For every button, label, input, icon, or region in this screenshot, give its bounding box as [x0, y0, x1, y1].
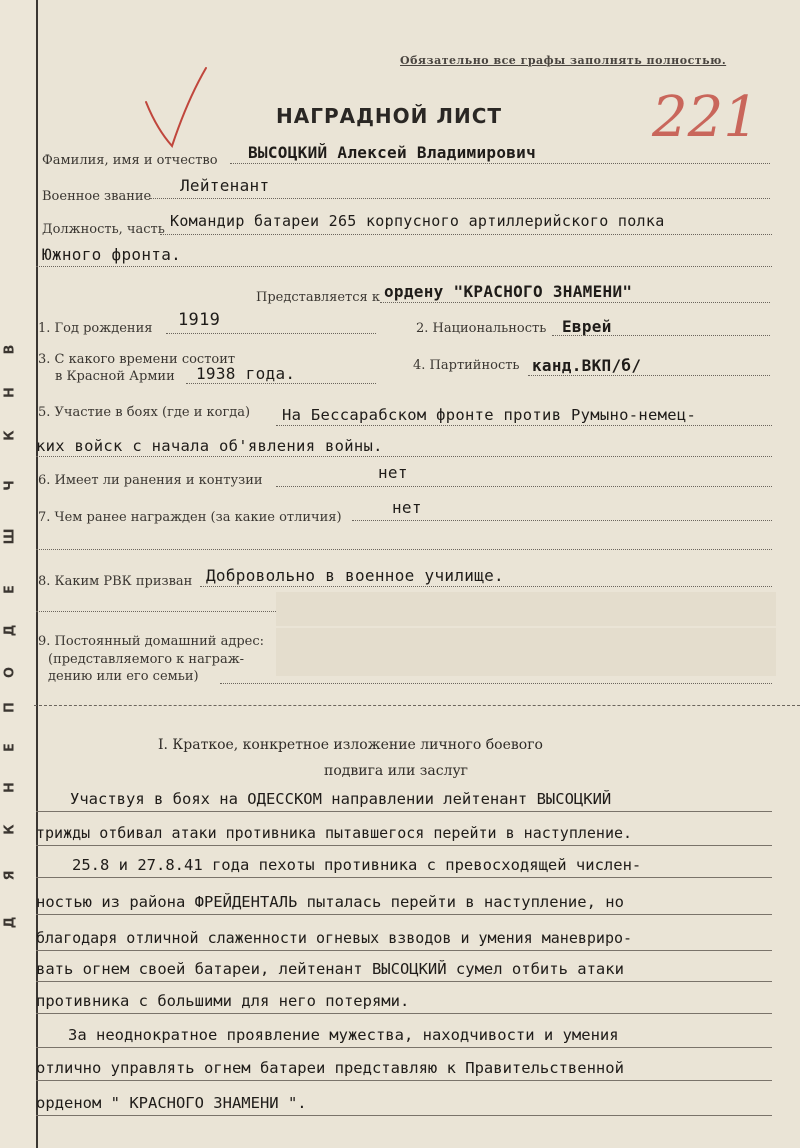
feat-rule-1	[36, 811, 772, 812]
section-divider	[34, 705, 800, 706]
name-value: ВЫСОЦКИЙ Алексей Владимирович	[248, 143, 537, 162]
combat-value-line1: На Бессарабском фронте против Румыно-немец-	[282, 406, 697, 424]
redacted-area	[276, 592, 776, 626]
wounds-label: 6. Имеет ли ранения и контузии	[38, 473, 263, 488]
name-label: Фамилия, имя и отчество	[42, 153, 218, 168]
position-value-line1: Командир батареи 265 корпусного артиллерийского полка	[170, 212, 665, 230]
name-underline	[230, 163, 770, 164]
side-letter: Д	[2, 916, 18, 929]
side-letter: П	[2, 702, 18, 713]
nationality-underline	[552, 335, 770, 336]
pencil-checkmark-icon	[140, 62, 210, 152]
feat-line-2: трижды отбивал атаки противника пытавшегося перейти в наступление.	[36, 824, 633, 842]
feat-line-10: орденом " КРАСНОГО ЗНАМЕНИ ".	[36, 1094, 307, 1112]
position-value-line2: Южного фронта.	[42, 245, 182, 264]
side-letter: Н	[2, 782, 18, 793]
rvk-label: 8. Каким РВК призван	[38, 574, 193, 589]
position-underline-1	[160, 234, 772, 235]
birth-year-underline	[166, 333, 376, 334]
redacted-address	[276, 628, 776, 676]
feat-rule-10	[36, 1115, 772, 1116]
feat-line-6: вать огнем своей батареи, лейтенант ВЫСОЦКИЙ сумел отбить атаки	[36, 960, 624, 978]
feat-line-1: Участвуя в боях на ОДЕССКОМ направлении лейтенант ВЫСОЦКИЙ	[70, 790, 612, 808]
presented-label: Представляется к	[256, 290, 380, 305]
previous-awards-underline	[352, 520, 772, 521]
party-underline	[528, 375, 770, 376]
party-value: канд.ВКП/б/	[532, 356, 642, 375]
party-label: 4. Партийность	[413, 358, 520, 373]
wounds-underline	[276, 486, 772, 487]
rank-value: Лейтенант	[180, 176, 270, 195]
side-letter: К	[2, 824, 18, 835]
side-letter: Ш	[2, 528, 18, 545]
fill-all-fields-notice: Обязательно все графы заполнять полностью.	[400, 54, 727, 67]
handwritten-number-stamp	[650, 80, 759, 150]
address-label-2: (представляемого к награж-	[48, 652, 245, 667]
feat-line-3: 25.8 и 27.8.41 года пехоты противника с превосходящей числен-	[72, 856, 642, 874]
side-letter: Е	[2, 743, 18, 752]
rank-underline	[150, 198, 770, 199]
nationality-label: 2. Национальность	[416, 321, 547, 336]
presented-value: ордену "КРАСНОГО ЗНАМЕНИ"	[384, 282, 633, 301]
rvk-underline-2	[36, 611, 276, 612]
feat-rule-6	[36, 981, 772, 982]
combat-underline-2	[36, 456, 772, 457]
side-letter: Ч	[2, 480, 18, 491]
side-letter: Е	[2, 585, 18, 594]
birth-year-value: 1919	[178, 310, 221, 330]
feat-section-heading-1: I. Краткое, конкретное изложение личного боевого	[158, 737, 543, 753]
feat-section-heading-2: подвига или заслуг	[324, 763, 469, 779]
document-title: НАГРАДНОЙ ЛИСТ	[276, 104, 503, 128]
stamp-number: 221	[652, 85, 759, 150]
side-letter: К	[2, 430, 18, 441]
service-since-label-1: 3. С какого времени состоит	[38, 352, 236, 367]
service-since-label-2: в Красной Армии	[55, 369, 175, 384]
previous-awards-underline-2	[36, 549, 772, 550]
feat-rule-5	[36, 950, 772, 951]
feat-line-5: благодаря отличной слаженности огневых взводов и умения маневриро-	[36, 929, 633, 947]
presented-underline	[380, 302, 770, 303]
feat-rule-4	[36, 914, 772, 915]
rank-label: Военное звание	[42, 189, 152, 204]
wounds-value: нет	[378, 463, 408, 482]
position-underline-2	[36, 266, 772, 267]
side-letter: Н	[2, 387, 18, 398]
combat-label: 5. Участие в боях (где и когда)	[38, 405, 251, 420]
side-letter: Д	[2, 624, 18, 637]
previous-awards-label: 7. Чем ранее награжден (за какие отличия)	[38, 510, 342, 525]
rvk-value: Добровольно в военное училище.	[206, 566, 504, 585]
feat-line-4: ностью из района ФРЕЙДЕНТАЛЬ пыталась перейти в наступление, но	[36, 893, 624, 911]
address-underline	[220, 683, 772, 684]
birth-year-label: 1. Год рождения	[38, 321, 153, 336]
feat-line-8: За неоднократное проявление мужества, находчивости и умения	[68, 1026, 619, 1044]
binding-strip	[0, 0, 38, 1148]
feat-rule-7	[36, 1013, 772, 1014]
feat-rule-3	[36, 877, 772, 878]
service-since-underline	[186, 383, 376, 384]
previous-awards-value: нет	[392, 498, 422, 517]
nationality-value: Еврей	[562, 317, 612, 336]
side-letter: О	[2, 666, 18, 679]
side-letter: Я	[2, 870, 18, 881]
feat-rule-9	[36, 1080, 772, 1081]
rvk-underline	[200, 586, 772, 587]
combat-underline-1	[276, 425, 772, 426]
address-label-3: дению или его семьи)	[48, 669, 199, 684]
feat-rule-2	[36, 845, 772, 846]
position-label: Должность, часть	[42, 222, 165, 237]
side-letter: В	[2, 344, 18, 355]
combat-value-line2: ких войск с начала об'явления войны.	[36, 437, 383, 455]
feat-rule-8	[36, 1047, 772, 1048]
service-since-value: 1938 года.	[196, 364, 296, 383]
feat-line-7: противника с большими для него потерями.	[36, 992, 410, 1010]
feat-line-9: отлично управлять огнем батареи представляю к Правительственной	[36, 1059, 624, 1077]
address-label-1: 9. Постоянный домашний адрес:	[38, 634, 265, 649]
